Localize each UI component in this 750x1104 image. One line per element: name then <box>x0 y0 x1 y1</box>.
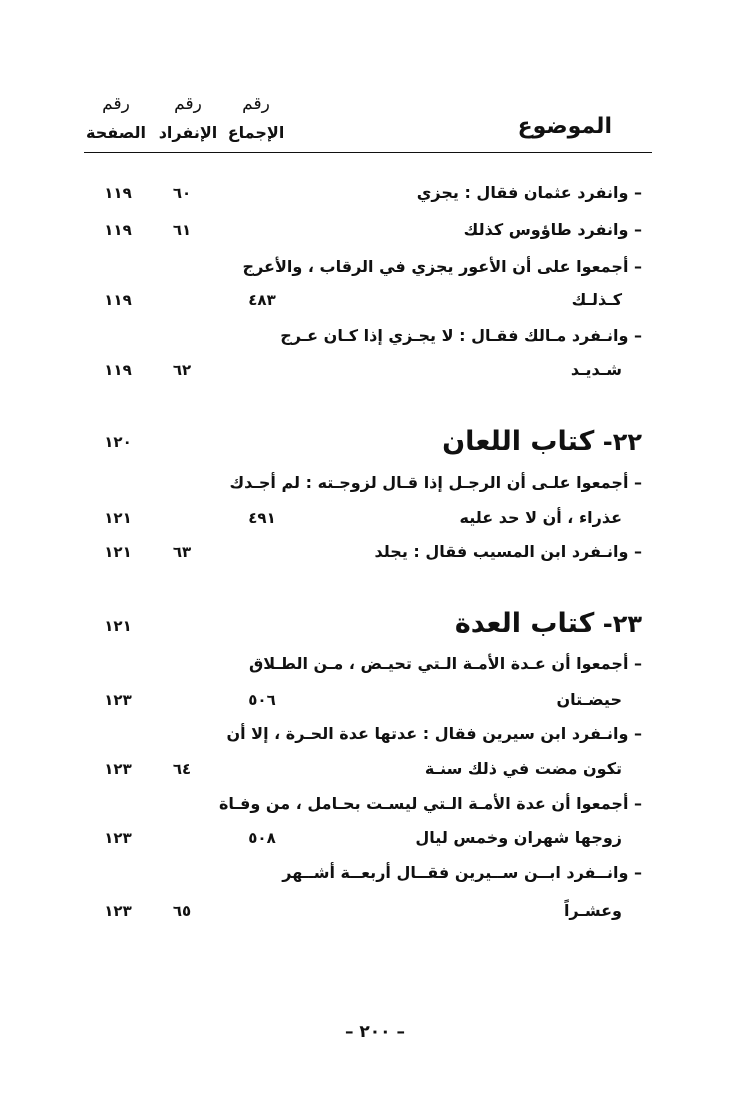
page-number: ١٢٣ <box>104 902 132 920</box>
topic-header-title: الموضوع <box>517 114 612 139</box>
index-row <box>0 648 750 680</box>
entry-text-continuation: عذراء ، أن لا حد عليه <box>459 508 622 527</box>
header-divider <box>84 152 652 153</box>
page-number: ١١٩ <box>104 221 132 239</box>
index-row <box>0 251 750 283</box>
entry-text: – أجمعوا أن عـدة الأمـة الـتي تحيـض ، مـن الطـلاق <box>248 654 642 673</box>
infirad-number: ٦٤ <box>172 760 192 778</box>
entry-text: – وانـفرد ابن سيرين فقال : عدتها عدة الحـرة ، إلا أن <box>226 724 642 743</box>
page-number: ١٢٣ <box>104 829 132 847</box>
section-name: كتاب اللعان <box>442 426 595 457</box>
index-row <box>0 177 750 209</box>
page-number: ١٢١ <box>104 543 132 561</box>
page-number: ١٢١ <box>104 509 132 527</box>
infirad-number: ٦٥ <box>172 902 192 920</box>
header-raqm-label: رقم <box>242 94 270 114</box>
entry-text: – أجمعوا علـى أن الرجـل إذا قـال لزوجـته : لم أجـدك <box>229 473 642 492</box>
index-row <box>0 320 750 352</box>
page-number: ١٢١ <box>104 617 132 635</box>
page-number: ١١٩ <box>104 291 132 309</box>
entry-text-continuation: زوجها شهران وخمس ليال <box>415 828 622 847</box>
entry-text-continuation: وعشـراً <box>563 901 622 920</box>
header-raqm-label: رقم <box>174 94 202 114</box>
footer-page-number: – ٢٠٠ – <box>345 1022 405 1042</box>
section-heading-row <box>0 604 750 644</box>
infirad-number: ٦٣ <box>172 543 192 561</box>
page-number: ١٢٣ <box>104 691 132 709</box>
header-raqm-label: رقم <box>102 94 130 114</box>
index-row <box>0 467 750 499</box>
index-row <box>0 895 750 927</box>
index-row <box>0 857 750 889</box>
header-ijma-label: الإجماع <box>227 123 285 142</box>
entry-text-continuation: كـذلـك <box>571 290 622 309</box>
section-title <box>442 422 642 462</box>
ijma-number: ٥٠٨ <box>248 829 276 847</box>
entry-text: – وانـفرد ابن المسيب فقال : يجلد <box>374 542 642 561</box>
index-row <box>0 502 750 534</box>
index-row <box>0 718 750 750</box>
section-title <box>455 604 642 644</box>
index-row <box>0 536 750 568</box>
entry-text: – وانـفرد مـالك فقـال : لا يجـزي إذا كـان عـرج <box>280 326 642 345</box>
header-infirad-label: الإنفراد <box>158 123 218 142</box>
entry-text: – أجمعوا أن عدة الأمـة الـتي ليسـت بحـامل ، من وفـاة <box>218 794 642 813</box>
index-row <box>0 788 750 820</box>
infirad-number: ٦١ <box>172 221 192 239</box>
section-number: ٢٣- <box>602 610 642 638</box>
header-col-page <box>71 96 161 141</box>
page-number: ١١٩ <box>104 184 132 202</box>
page-number: ١٢٣ <box>104 760 132 778</box>
ijma-number: ٤٨٣ <box>248 291 276 309</box>
entry-text-continuation: تكون مضت في ذلك سنـة <box>424 759 622 778</box>
entry-text: – أجمعوا على أن الأعور يجزي في الرقاب ، والأعرج <box>242 257 642 276</box>
section-number: ٢٢- <box>602 428 642 456</box>
section-name: كتاب العدة <box>454 608 595 639</box>
entry-text-continuation: حيضـتان <box>556 690 622 709</box>
section-heading-row <box>0 422 750 462</box>
header-page-label: الصفحة <box>85 123 146 142</box>
ijma-number: ٥٠٦ <box>248 691 276 709</box>
infirad-number: ٦٠ <box>172 184 192 202</box>
entry-text: – وانفرد طاؤوس كذلك <box>463 220 642 239</box>
entry-text: – وانــفرد ابــن ســيرين فقــال أربعــة أشــهر <box>282 863 642 882</box>
index-row <box>0 753 750 785</box>
page-number: ١١٩ <box>104 361 132 379</box>
index-row <box>0 684 750 716</box>
index-row <box>0 284 750 316</box>
infirad-number: ٦٢ <box>172 361 192 379</box>
entry-text: – وانفرد عثمان فقال : يجزي <box>416 183 642 202</box>
page-number: ١٢٠ <box>104 433 132 451</box>
index-row <box>0 214 750 246</box>
index-row <box>0 822 750 854</box>
ijma-number: ٤٩١ <box>248 509 276 527</box>
entry-text-continuation: شـديـد <box>570 360 622 379</box>
index-row <box>0 354 750 386</box>
